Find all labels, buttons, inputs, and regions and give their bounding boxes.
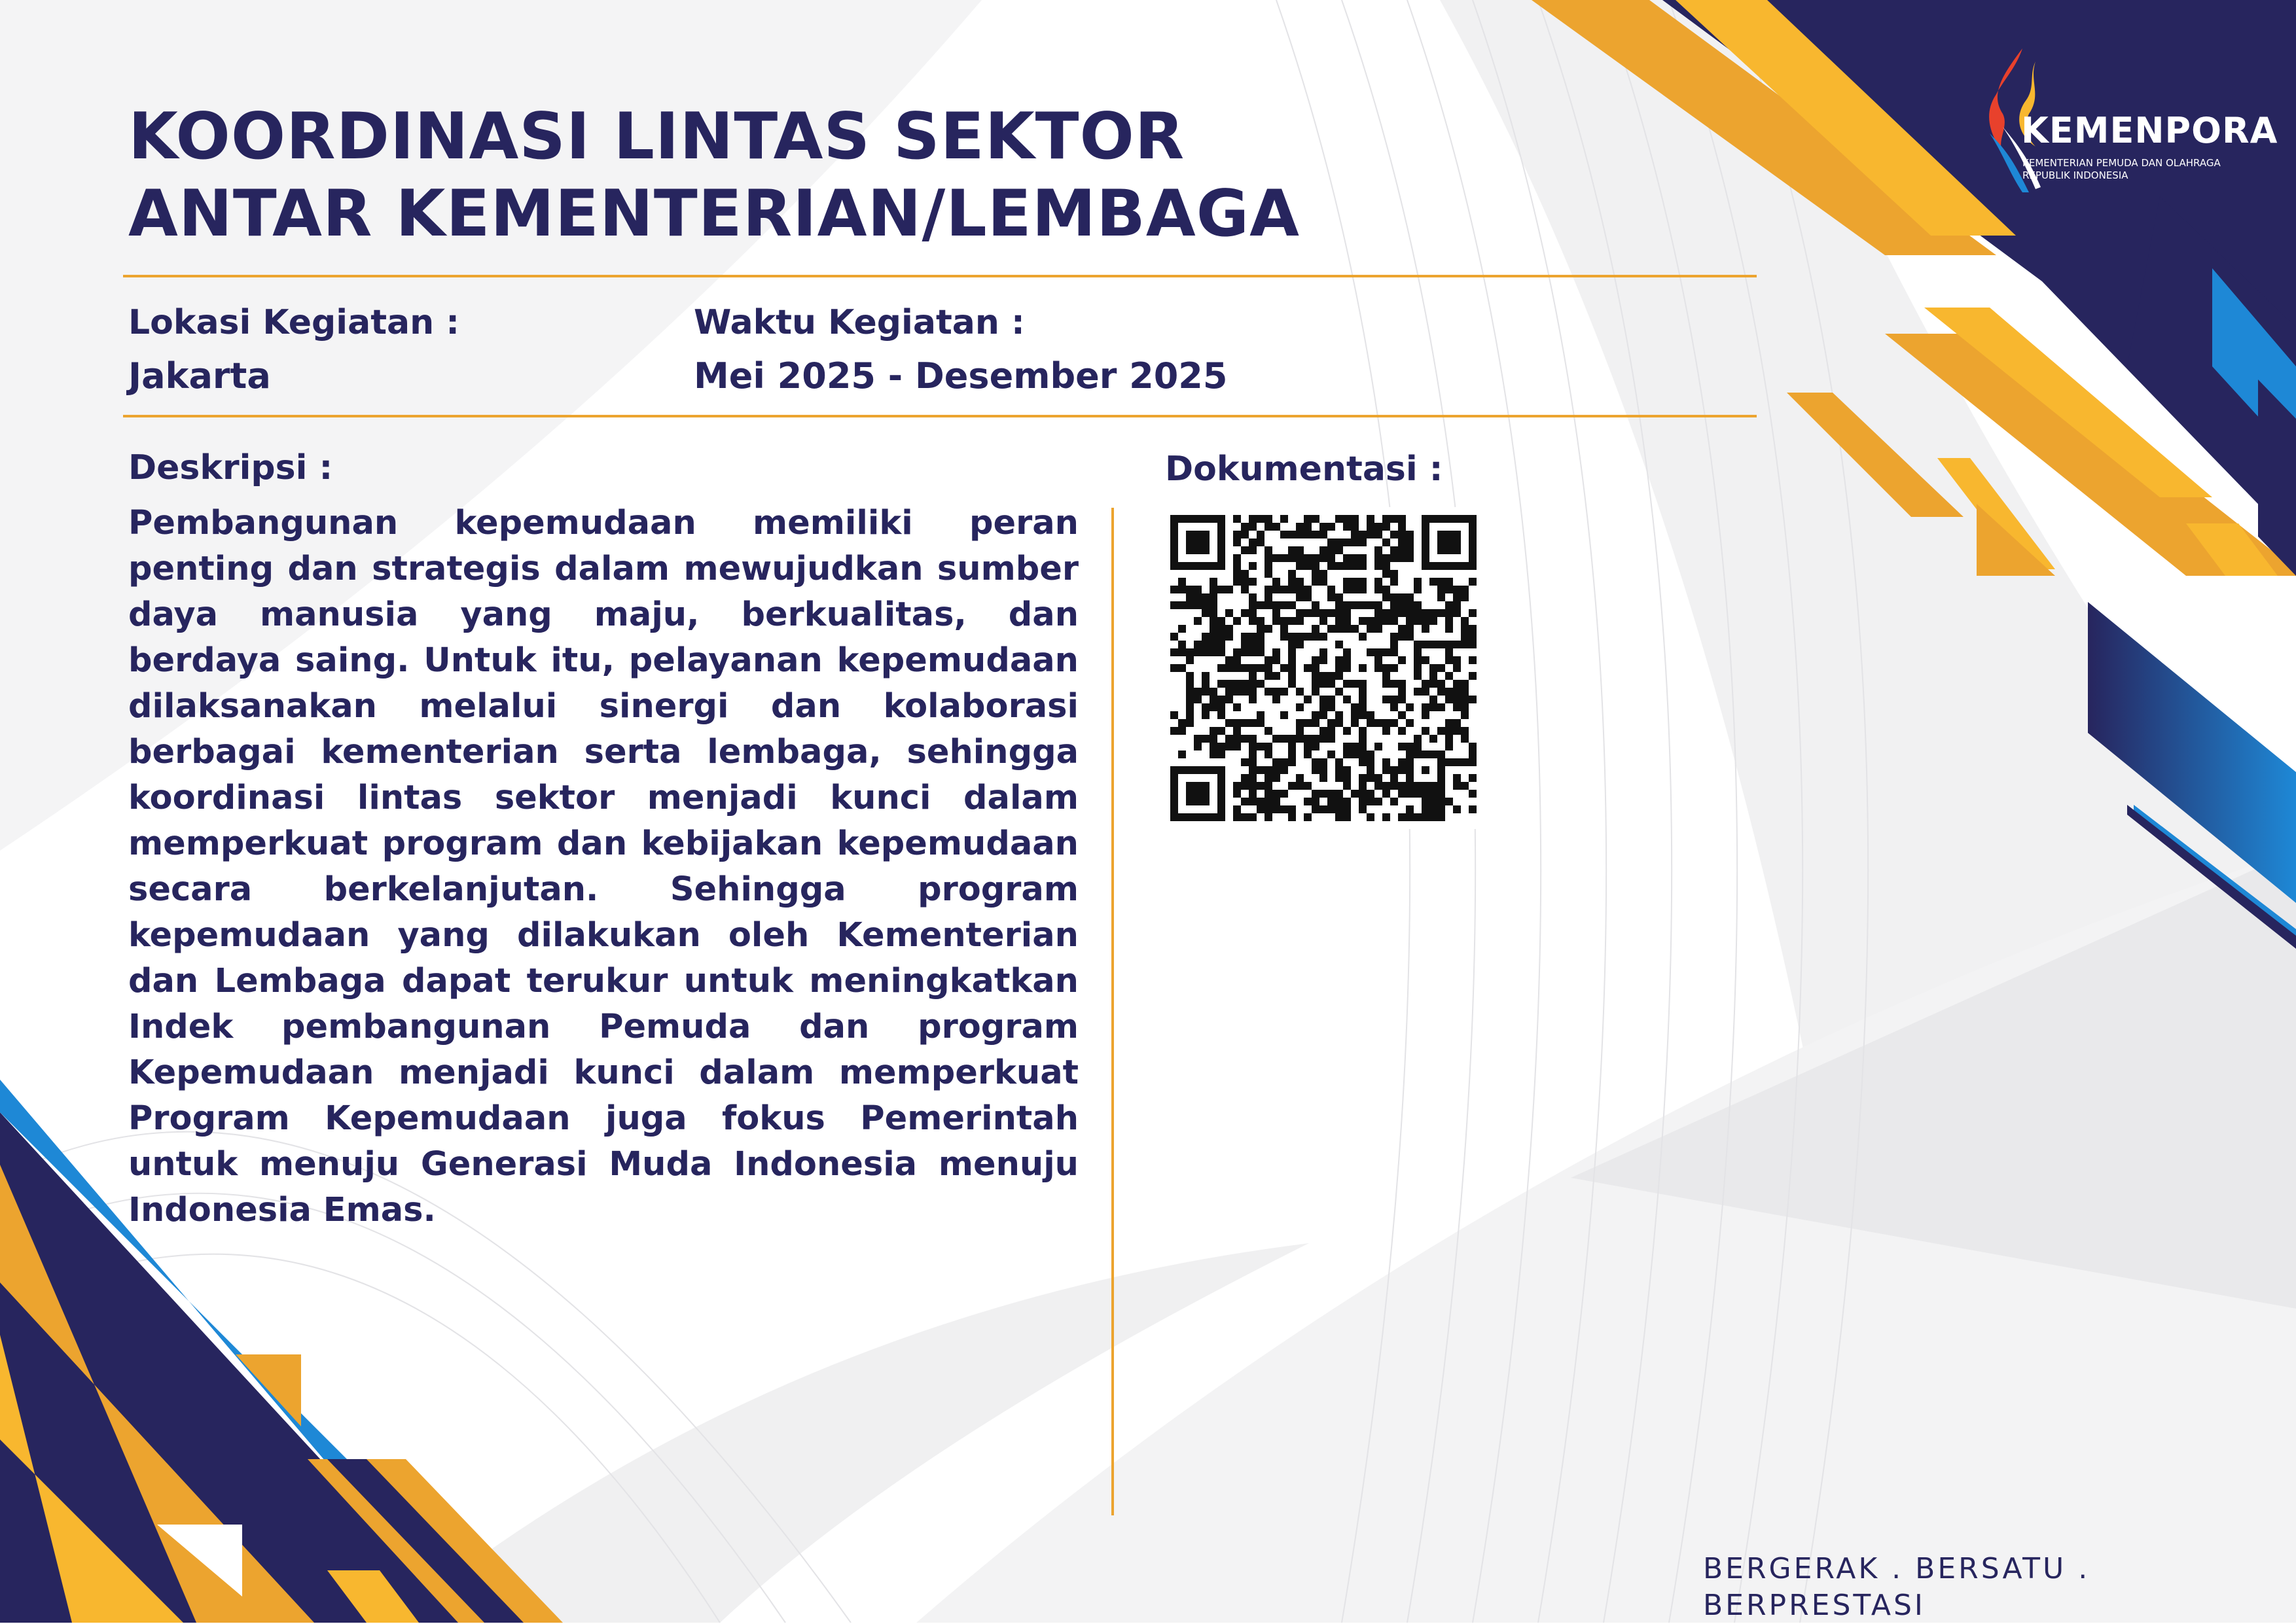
divider-top [123,275,1757,277]
logo-subtitle-line1: KEMENTERIAN PEMUDA DAN OLAHRAGA [2022,157,2221,169]
page-title [128,98,1300,253]
divider-vertical [1111,508,1114,1515]
page-title-line2: ANTAR KEMENTERIAN/LEMBAGA [128,177,1300,251]
logo-subtitle-line2: REPUBLIK INDONESIA [2022,169,2128,181]
location-label: Lokasi Kegiatan : [128,303,460,342]
description-label: Deskripsi : [128,448,333,487]
time-value: Mei 2025 - Desember 2025 [694,355,1228,397]
description-text: Pembangunan kepemudaan memiliki peran penting dan strategis dalam mewujudkan sumber daya manusia yang maju, berkualitas, dan berdaya saing. Untuk itu, pelayanan kepemudaan dilaksanakan melalui sinergi dan kolaborasi berbagai kementerian serta lembaga, sehingga koordinasi lintas sektor menjadi kunci dalam memperkuat program dan kebijakan kepemudaan secara berkelanjutan. Sehingga program kepemudaan yang dilakukan oleh Kementerian dan Lembaga dapat terukur untuk meningkatkan Indek pembangunan Pemuda dan program Kepemudaan menjadi kunci dalam memperkuat Program Kepemudaan juga fokus Pemerintah untuk menuju Generasi Muda Indonesia menuju Indonesia Emas. [128,504,1079,1229]
qr-code[interactable] [1162,507,1484,829]
documentation-label: Dokumentasi : [1165,450,1443,489]
divider-middle [123,415,1757,417]
logo-wordmark: KEMENPORA [2021,110,2278,151]
footer-tagline: BERGERAK . BERSATU . BERPRESTASI [1703,1552,2090,1622]
time-label: Waktu Kegiatan : [694,303,1025,342]
page-title-line1: KOORDINASI LINTAS SEKTOR [128,99,1185,174]
location-value: Jakarta [128,355,271,397]
logo-subtitle [2022,157,2258,182]
